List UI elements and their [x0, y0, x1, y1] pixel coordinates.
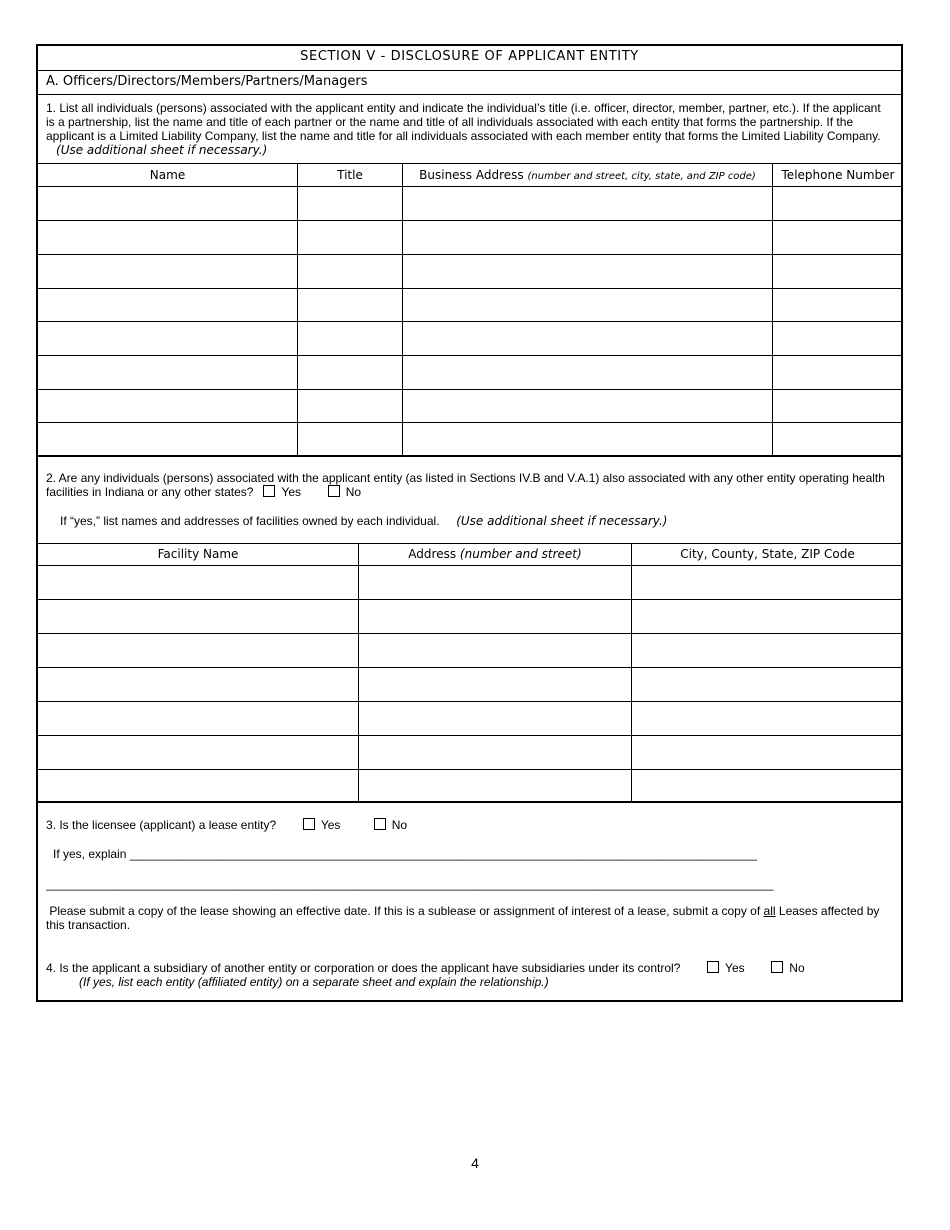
explain-field[interactable] [53, 847, 893, 861]
divider [38, 94, 901, 95]
disclosure-form [36, 44, 903, 1002]
question-1-text: 1. List all individuals (persons) associated with the applicant entity and indicate the individual’s title (i.e. officer, director, member, partner, etc.). If the applicant is a partnership, list the name and title of each partner or the name and title of all individuals associated with each entity that forms the partnership. If the applicant is a Limited Liability Company, list the name and title for all individuals associated with each member entity that forms the Limited Liability Company. [46, 101, 881, 143]
q3-yes-checkbox[interactable] [303, 818, 315, 830]
table-row[interactable] [38, 633, 901, 634]
question-4-note: (If yes, list each entity (affiliated entity) on a separate sheet and explain the relationship.) [79, 975, 549, 989]
column-divider [631, 543, 632, 801]
section-title: SECTION V - DISCLOSURE OF APPLICANT ENTITY [300, 49, 639, 64]
table2-header-address [359, 547, 631, 561]
question-1-note: (Use additional sheet if necessary.) [56, 143, 268, 157]
question-1 [46, 101, 886, 157]
table1-header-address-label: Business Address [419, 168, 524, 182]
column-divider [358, 543, 359, 801]
table1-header-phone: Telephone Number [781, 168, 895, 182]
question-4-text: 4. Is the applicant a subsidiary of another entity or corporation or does the applicant have subsidiaries under its control? [46, 961, 681, 975]
explain-field-line-2[interactable]: _____________________________________________________________________________________________________________ [46, 877, 774, 891]
q2-yes-label: Yes [281, 485, 302, 499]
table-row[interactable] [38, 769, 901, 770]
explain-label: If yes, explain [53, 847, 127, 861]
q4-no-checkbox[interactable] [771, 961, 783, 973]
question-2-text: 2. Are any individuals (persons) associated with the applicant entity (as listed in Sections IV.B and V.A.1) also associated with any other entity operating health facilities in Indiana or any other states? [46, 471, 885, 499]
table2-header-address-note: (number and street) [459, 547, 582, 561]
q2-yes-option[interactable] [263, 485, 301, 499]
q4-yes-option[interactable] [707, 961, 745, 975]
table1-bottom-border [38, 455, 901, 457]
question-3 [46, 818, 886, 832]
explain-line[interactable]: ______________________________________________________________________________________________ [129, 847, 758, 861]
table1-header-title: Title [337, 168, 363, 182]
column-divider [772, 163, 773, 455]
table1-header-address [403, 168, 772, 182]
table1-header-address-note: (number and street, city, state, and ZIP code) [527, 171, 756, 182]
page-number: 4 [471, 1155, 479, 1171]
q2-no-checkbox[interactable] [328, 485, 340, 497]
subsection-a-heading: A. Officers/Directors/Members/Partners/Managers [46, 74, 368, 89]
column-divider [402, 163, 403, 455]
question-4 [46, 961, 896, 975]
table-row[interactable] [38, 667, 901, 668]
question-3-text: 3. Is the licensee (applicant) a lease entity? [46, 818, 277, 832]
q2-no-option[interactable] [328, 485, 361, 499]
lease-instructions [46, 904, 886, 932]
q4-yes-checkbox[interactable] [707, 961, 719, 973]
q3-no-checkbox[interactable] [374, 818, 386, 830]
lease-text-end: Leases affected by this transaction. [46, 904, 880, 932]
divider [38, 70, 901, 71]
q4-yes-label: Yes [725, 961, 745, 975]
lease-text: Please submit a copy of the lease showing an effective date. If this is a sublease or assignment of interest of a lease, submit a copy of [49, 904, 761, 918]
table2-header-address-label: Address [408, 547, 457, 561]
table-row[interactable] [38, 735, 901, 736]
q3-no-option[interactable] [374, 818, 407, 832]
table1-header-name: Name [149, 168, 186, 182]
question-2-followup-text: If “yes,” list names and addresses of facilities owned by each individual. [60, 514, 440, 528]
q3-yes-option[interactable] [303, 818, 341, 832]
q2-no-label: No [345, 485, 362, 499]
table2-top-border [38, 543, 901, 544]
q4-no-label: No [789, 961, 805, 975]
q4-no-option[interactable] [771, 961, 804, 975]
q3-yes-label: Yes [320, 818, 341, 832]
table2-header-bottom [38, 565, 901, 566]
q3-no-label: No [391, 818, 408, 832]
lease-all-emphasis: all [763, 904, 776, 918]
table2-bottom-border [38, 801, 901, 803]
column-divider [297, 163, 298, 455]
table-row[interactable] [38, 599, 901, 600]
table-row[interactable] [38, 701, 901, 702]
question-2 [46, 471, 891, 499]
question-2-note: (Use additional sheet if necessary.) [456, 514, 668, 528]
q2-yes-checkbox[interactable] [263, 485, 275, 497]
table2-header-facility: Facility Name [157, 547, 239, 561]
question-2-followup [60, 514, 890, 528]
table2-header-city: City, County, State, ZIP Code [680, 547, 855, 561]
